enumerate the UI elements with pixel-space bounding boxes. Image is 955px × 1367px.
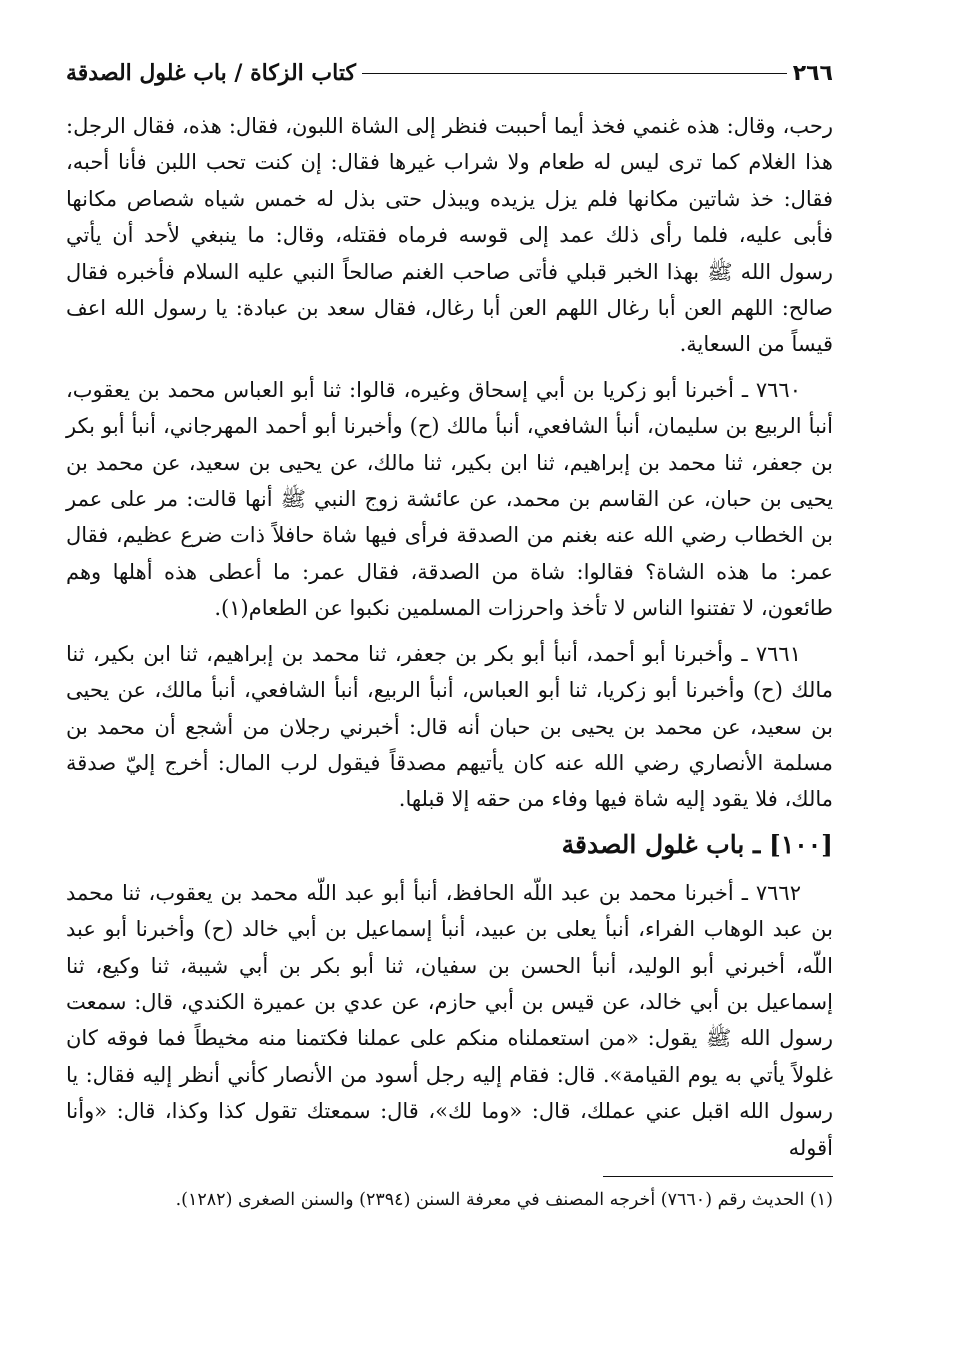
footnote: (١) الحديث رقم (٧٦٦٠) أخرجه المصنف في معرفة السنن (٢٣٩٤) والسنن الصغرى (١٢٨٢).: [175, 1189, 833, 1210]
page-number: ٢٦٦: [792, 60, 833, 86]
page-header: [66, 58, 833, 88]
running-title: كتاب الزكاة / باب غلول الصدقة: [66, 60, 356, 86]
footnote-divider: [603, 1176, 833, 1177]
book-page: [66, 58, 833, 1367]
header-rule: [362, 73, 787, 74]
section-title: [١٠٠] ـ باب غلول الصدقة: [561, 829, 833, 859]
hadith-7661: ٧٦٦١ ـ وأخبرنا أبو أحمد، أنبأ أبو بكر بن جعفر، ثنا محمد بن إبراهيم، ثنا ابن بكير، ثنا مالك (ح) وأخبرنا أبو زكريا، ثنا أبو العباس، أنبأ الربيع، أنبأ الشافعي، أنبأ مالك، عن يحيى بن سعيد، عن محمد بن يحيى بن حبان أنه قال: أخبرني رجلان من أشجع أن محمد بن مسلمة الأنصاري رضي الله عنه كان يأتيهم مصدقاً فيقول لرب المال: أخرج إليّ صدقة مالك، فلا يقود إليه شاة فيها وفاء من حقه إلا قبلها.: [66, 641, 833, 812]
hadith-7662: ٧٦٦٢ ـ أخبرنا محمد بن عبد اللّه الحافظ، أنبأ أبو عبد اللّه محمد بن يعقوب، ثنا محمد بن عبد الوهاب الفراء، أنبأ يعلى بن عبيد، أنبأ إسماعيل بن أبي خالد (ح) وأخبرنا أبو عبد اللّه، أخبرني أبو الوليد، أنبأ الحسن بن سفيان، ثنا أبو بكر بن أبي شيبة، ثنا وكيع، ثنا إسماعيل بن أبي خالد، عن قيس بن أبي حازم، عن عدي بن عميرة الكندي، قال: سمعت رسول الله ﷺ يقول: «من استعملناه منكم على عملنا فكتمنا منه مخيطاً فما فوقه كان غلولاً يأتي به يوم القيامة». قال: فقام إليه رجل أسود من الأنصار كأني أنظر إليه فقال: يا رسول الله اقبل عني عملك، قال: «وما لك»، قال: سمعتك تقول كذا وكذا، قال: «وأنا أقوله: [66, 880, 833, 1160]
main-text: [66, 108, 833, 1166]
hadith-7660: ٧٦٦٠ ـ أخبرنا أبو زكريا بن أبي إسحاق وغيره، قالوا: ثنا أبو العباس محمد بن يعقوب، أنبأ الربيع بن سليمان، أنبأ الشافعي، أنبأ مالك (ح) وأخبرنا أبو أحمد المهرجاني، أنبأ أبو بكر بن جعفر، ثنا محمد بن إبراهيم، ثنا ابن بكير، ثنا مالك، عن يحيى بن سعيد، عن محمد بن يحيى بن حبان، عن القاسم بن محمد، عن عائشة زوج النبي ﷺ أنها قالت: مر على عمر بن الخطاب رضي الله عنه بغنم من الصدقة فرأى فيها شاة حافلاً ذات ضرع عظيم، فقال عمر: ما هذه الشاة؟ فقالوا: شاة من الصدقة، فقال عمر: ما أعطى هذه أهلها وهم طائعون، لا تفتنوا الناس لا تأخذ واحرزات المسلمين نكبوا عن الطعام(١).: [66, 377, 833, 621]
paragraph-continuation: رحب، وقال: هذه غنمي فخذ أيما أحببت فنظر إلى الشاة اللبون، فقال: هذه، فقال الرجل: هذا الغلام كما ترى ليس له طعام ولا شراب غيرها فقال: إن كنت تحب اللبن فأنا أحبه، فقال: خذ شاتين مكانها فلم يزل يزيده ويبذل حتى بذل له خمس شياه شصاص مكانها فأبى عليه، فلما رأى ذلك عمد إلى قوسه فرماه فقتله، وقال: ما ينبغي لأحد أن يأتي رسول الله ﷺ بهذا الخبر قبلي فأتى صاحب الغنم صالحاً النبي عليه السلام فأخبره فقال صالح: اللهم العن أبا رغال اللهم العن أبا رغال، فقال سعد بن عبادة: يا رسول الله اعف قيساً من السعاية.: [66, 114, 833, 357]
